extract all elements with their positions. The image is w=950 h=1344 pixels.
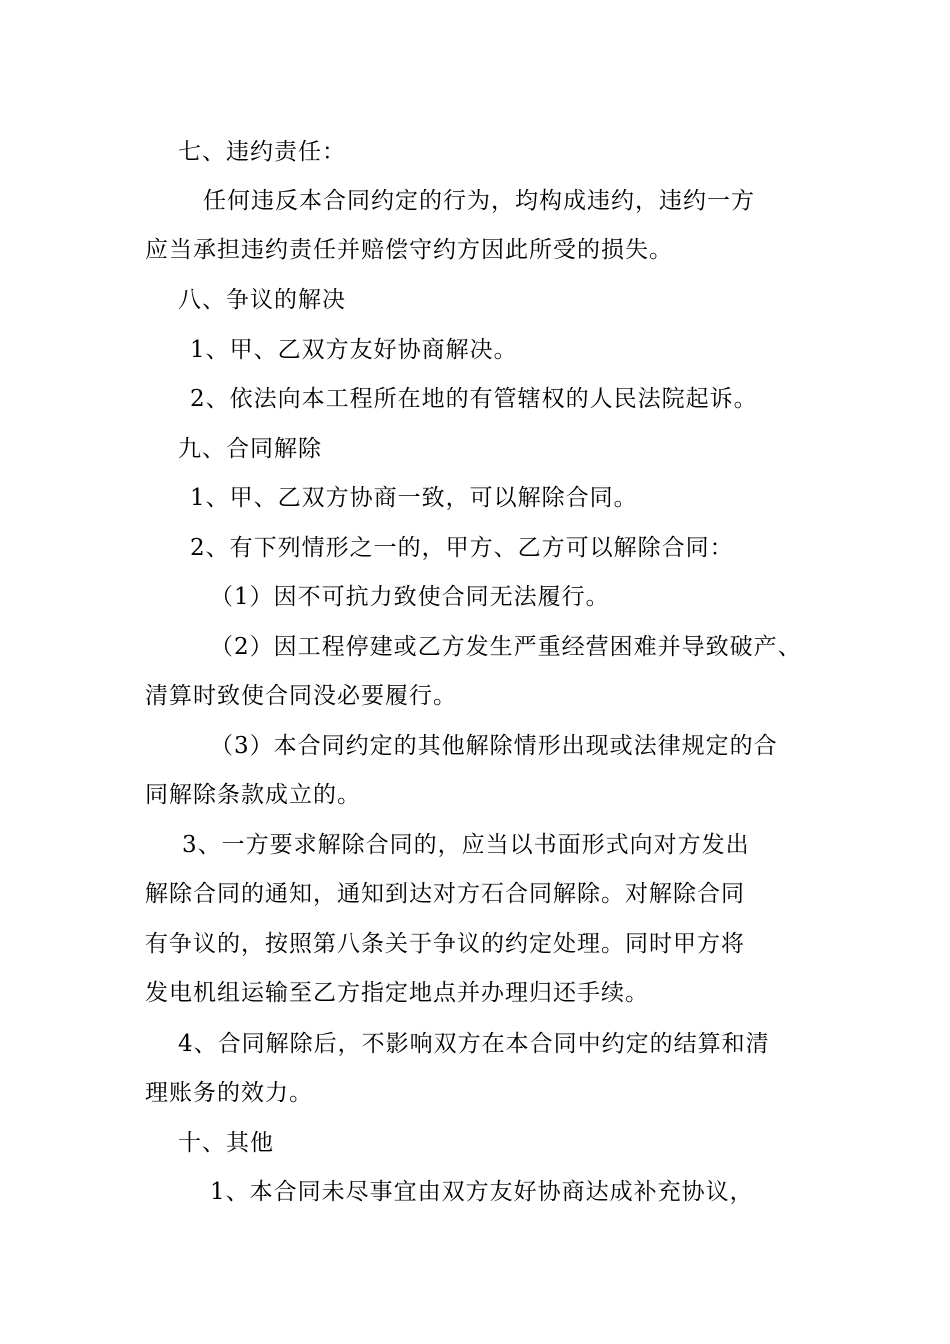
paragraph-line: 任何违反本合同约定的行为，均构成违约，违约一方 [203,188,755,214]
clause-item: 2、有下列情形之一的，甲方、乙方可以解除合同： [190,535,734,561]
paragraph-line: 理账务的效力。 [145,1080,313,1106]
sub-clause-item: （2）因工程停建或乙方发生严重经营困难并导致破产、 [210,634,802,660]
paragraph-line: 同解除条款成立的。 [145,782,361,808]
paragraph-line: 发电机组运输至乙方指定地点并办理归还手续。 [145,980,649,1006]
clause-item: 1、本合同未尽事宜由双方友好协商达成补充协议， [210,1179,754,1205]
paragraph-line: 有争议的，按照第八条关于争议的约定处理。同时甲方将 [145,931,745,957]
heading-dispute-resolution: 八、争议的解决 [178,287,346,313]
paragraph-line: 清算时致使合同没必要履行。 [145,683,457,709]
paragraph-line: 解除合同的通知，通知到达对方石合同解除。对解除合同 [145,881,745,907]
clause-item: 3、一方要求解除合同的，应当以书面形式向对方发出 [182,832,750,858]
sub-clause-item: （1）因不可抗力致使合同无法履行。 [210,584,610,610]
clause-item: 1、甲、乙双方友好协商解决。 [190,337,518,363]
clause-item: 2、依法向本工程所在地的有管辖权的人民法院起诉。 [190,386,758,412]
heading-other: 十、其他 [178,1130,274,1156]
heading-contract-termination: 九、合同解除 [178,436,322,462]
heading-breach-liability: 七、违约责任： [178,139,346,165]
paragraph-line: 应当承担违约责任并赔偿守约方因此所受的损失。 [145,237,673,263]
sub-clause-item: （3）本合同约定的其他解除情形出现或法律规定的合 [210,733,778,759]
clause-item: 4、合同解除后，不影响双方在本合同中约定的结算和清 [178,1031,770,1057]
clause-item: 1、甲、乙双方协商一致，可以解除合同。 [190,485,638,511]
